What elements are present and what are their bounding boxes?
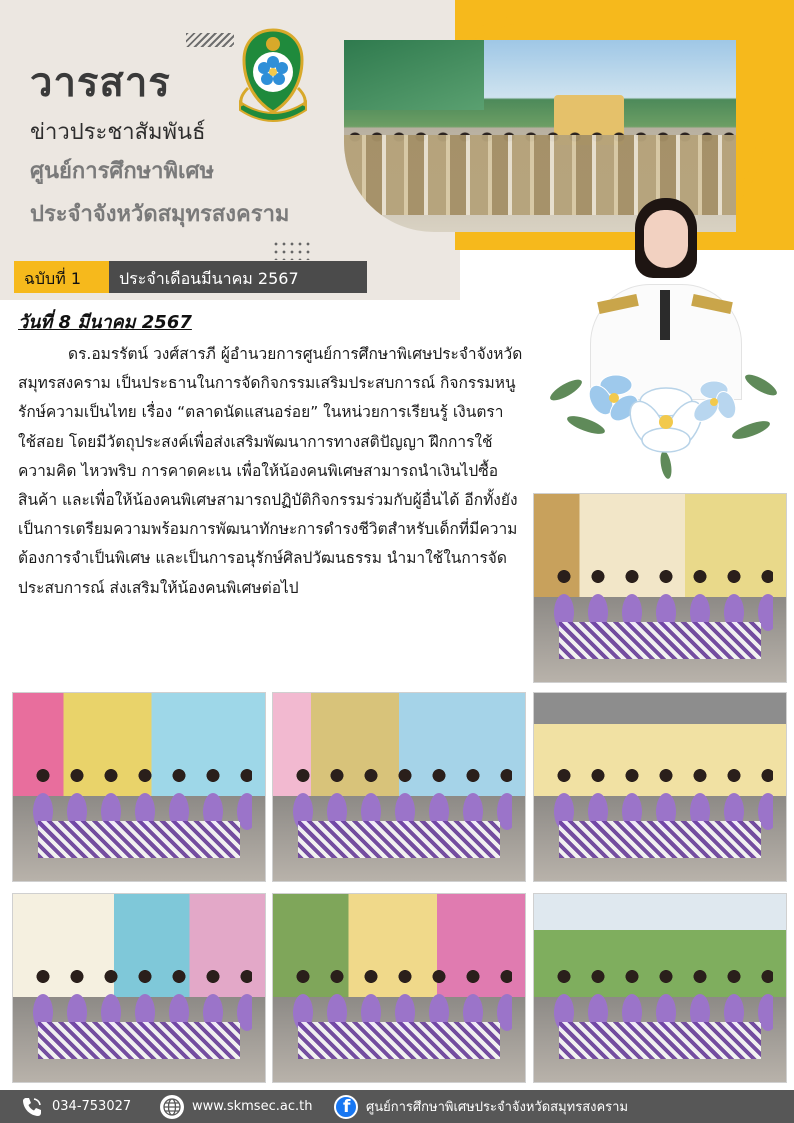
footer-bar — [0, 1090, 794, 1123]
footer-phone — [20, 1090, 131, 1123]
hatch-decoration — [186, 33, 234, 47]
article-date: วันที่ 8 มีนาคม 2567 — [18, 312, 192, 333]
activity-photo-7 — [533, 893, 787, 1083]
issue-month-bar — [109, 261, 367, 293]
activity-photo-5 — [12, 893, 266, 1083]
footer-website-text[interactable]: www.skmsec.ac.th — [192, 1099, 313, 1114]
facebook-icon: f — [334, 1095, 358, 1119]
org-name-line1: ศูนย์การศึกษาพิเศษ — [30, 159, 215, 184]
footer-facebook[interactable] — [334, 1090, 628, 1123]
flower-decoration — [546, 330, 786, 480]
org-name-line2: ประจำจังหวัดสมุทรสงคราม — [30, 202, 290, 227]
globe-icon — [160, 1095, 184, 1119]
school-logo — [236, 28, 310, 130]
footer-phone-text: 034-753027 — [52, 1099, 132, 1114]
activity-photo-1 — [533, 493, 787, 683]
activity-photo-4 — [533, 692, 787, 882]
phone-icon — [20, 1095, 44, 1119]
footer-website[interactable] — [160, 1090, 312, 1123]
dots-decoration — [272, 240, 312, 260]
activity-photo-3 — [272, 692, 526, 882]
activity-photo-6 — [272, 893, 526, 1083]
issue-number: ฉบับที่ 1 — [24, 269, 82, 288]
newsletter-title: วารสาร — [30, 60, 171, 106]
newsletter-subtitle: ข่าวประชาสัมพันธ์ — [30, 120, 206, 145]
issue-month: ประจำเดือนมีนาคม 2567 — [119, 269, 299, 288]
issue-number-badge — [14, 261, 109, 293]
article-paragraph: ดร.อมรรัตน์ วงศ์สารภี ผู้อำนวยการศูนย์การศึกษาพิเศษประจำจังหวัดสมุทรสงคราม เป็นประธานในการจัดกิจกรรมเสริมประสบการณ์ กิจกรรมหนูรักษ์ความเป็นไทย เรื่อง “ตลาดนัดแสนอร่อย” ในหน่วยการเรียนรู้ เงินตราใช้สอย โดยมีวัตถุประสงค์เพื่อส่งเสริมพัฒนาการทางสติปัญญา ฝึกการใช้ความคิด ไหวพริบ การคาดคะเน เพื่อให้น้องคนพิเศษสามารถนำเงินไปซื้อสินค้า และเพื่อให้น้องคนพิเศษสามารถปฏิบัติกิจกรรมร่วมกับผู้อื่นได้ อีกทั้งยังเป็นการเตรียมความพร้อมการพัฒนาทักษะการดำรงชีวิตสำหรับเด็กที่มีความต้องการจำเป็นพิเศษ และเป็นการอนุรักษ์ศิลปวัฒนธรรม นำมาใช้ในการจัดประสบการณ์ ส่งเสริมให้น้องคนพิเศษต่อไป — [18, 345, 523, 597]
footer-facebook-text[interactable]: ศูนย์การศึกษาพิเศษประจำจังหวัดสมุทรสงคราม — [366, 1100, 629, 1115]
article-body — [18, 340, 528, 603]
activity-photo-2 — [12, 692, 266, 882]
